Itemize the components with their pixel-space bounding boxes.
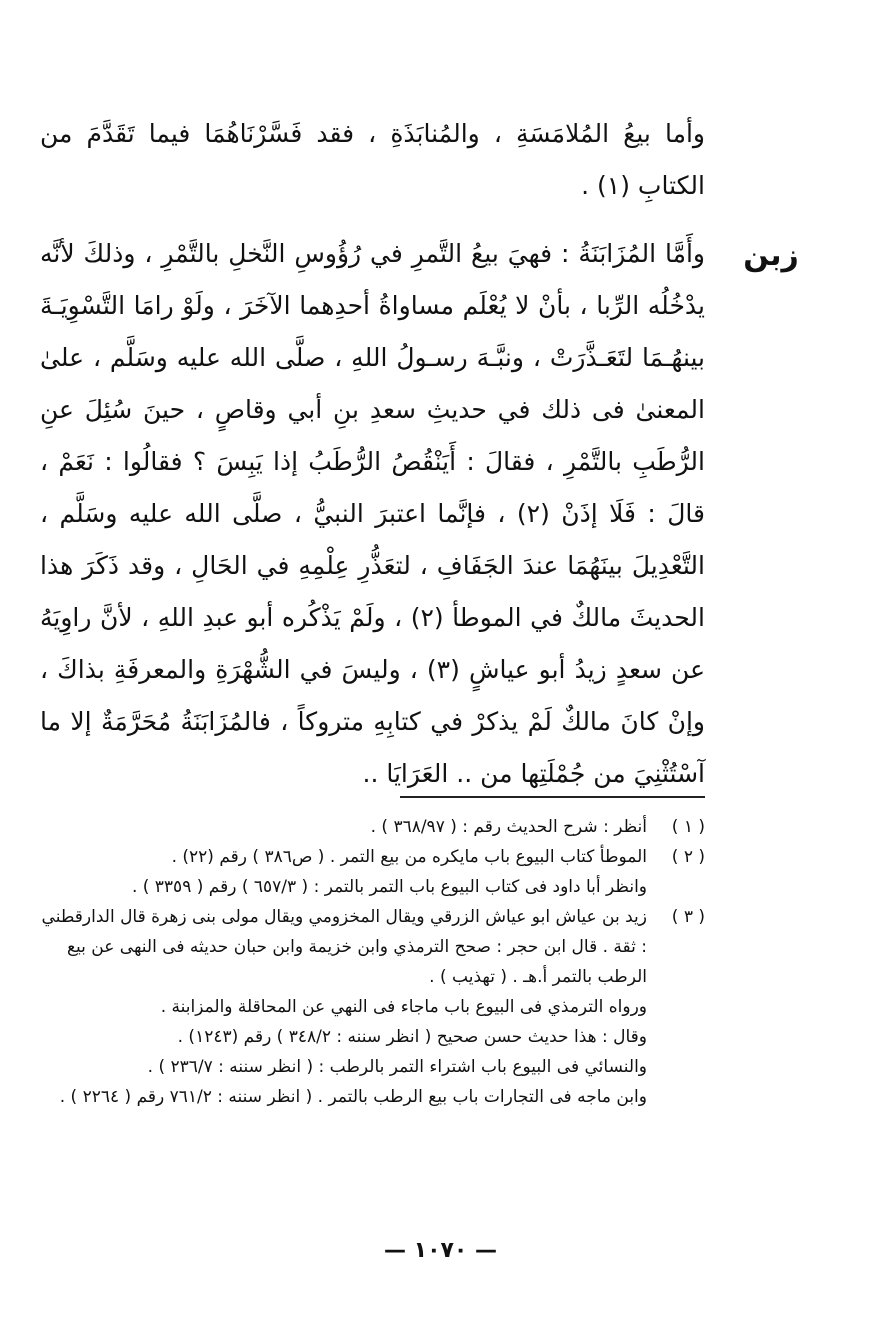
footnote-body	[40, 902, 647, 1112]
margin-keyword: زبن	[743, 238, 799, 273]
footnote-line: ورواه الترمذي فى البيوع باب ماجاء فى النهي عن المحاقلة والمزابنة .	[160, 997, 647, 1017]
footnote-body	[40, 842, 647, 902]
footnote-line: الموطأ كتاب البيوع باب مايكره من بيع التمر . ( ص٣٨٦ ) رقم (٢٢) .	[171, 847, 647, 867]
page-number: — ١٠٧٠ —	[383, 1238, 498, 1263]
footnote-line: وابن ماجه فى التجارات باب بيع الرطب بالتمر . ( انظر سننه : ٧٦١/٢ رقم ( ٢٢٦٤ ) .	[59, 1087, 647, 1107]
footnote-line: وقال : هذا حديث حسن صحيح ( انظر سننه : ٣٤٨/٢ ) رقم (١٢٤٣) .	[177, 1027, 647, 1047]
paragraph-mulamasa: وأما بيعُ المُلامَسَةِ ، والمُنابَذَةِ ، فقد فَسَّرْنَاهُمَا فيما تَقَدَّمَ من الكتابِ (١) .	[40, 119, 705, 200]
footnotes	[40, 812, 705, 1112]
footnote-line: والنسائي فى البيوع باب اشتراء التمر بالرطب : ( انظر سننه : ٢٣٦/٧ ) .	[147, 1057, 647, 1077]
footnote-line: زيد بن عياش ابو عياش الزرقي ويقال المخزومي ويقال مولى بنى زهرة قال الدارقطني : ثقة . قال ابن حجر : صحح الترمذي وابن خزيمة وابن حبان حديثه فى النهى عن بيع الرطب بالتمر أ.هـ . ( تهذيب ) .	[41, 907, 647, 987]
paragraph-muzabana: وأَمَّا المُزَابَنَةُ : فهيَ بيعُ التَّمرِ في رُؤُوسِ النَّخلِ بالتَّمْرِ ، وذلكَ لأنَّه يدْخُلُه الرِّبا ، بأنْ لا يُعْلَم مساواةُ أحدِهما الآخَرَ ، ولَوْ رامَا التَّسْوِيَـةَ بينهُـمَا لتَعَـذَّرَتْ ، ونبَّـهَ رسـولُ اللهِ ، صلَّى الله عليه وسَلَّم ، علىٰ المعنىٰ فى ذلك في حديثِ سعدِ بنِ أبي وقاصٍ ، حينَ سُئِلَ عنِ الرُّطَبِ بالتَّمْرِ ، فقالَ : أَيَنْقُصُ الرُّطَبُ إذا يَبِسَ ؟ فقالُوا : نَعَمْ ، قالَ : فَلَا إذَنْ (٢) ، فإنَّما اعتبرَ النبيُّ ، صلَّى الله عليه وسَلَّم ، التَّعْدِيلَ بينَهُمَا عندَ الجَفَافِ ، لتعَذُّرِ عِلْمِهِ في الحَالِ ، وقد ذَكَرَ هذا الحديثَ مالكٌ في الموطأ (٢) ، ولَمْ يَذْكُره أبو عبدِ اللهِ ، لأنَّ راوِيَهُ عن سعدٍ زيدُ أبو عياشٍ (٣) ، وليسَ في الشُّهْرَةِ والمعرفَةِ بذاكَ ، وإنْ كانَ مالكٌ لَمْ يذكرْ في كتابِهِ متروكاً ، فالمُزَابَنَةُ مُحَرَّمَةٌ إلا ما آسْتُثْنِيَ من جُمْلَتِها من .. العَرَايَا ..	[40, 239, 705, 788]
footnote-1	[40, 812, 705, 842]
footnote-2	[40, 842, 705, 902]
footnote-line: أنظر : شرح الحديث رقم : ( ٣٦٨/٩٧ ) .	[370, 817, 647, 837]
main-text	[40, 108, 705, 800]
footnote-number: ( ٢ )	[671, 847, 705, 867]
footnote-divider	[400, 796, 705, 798]
footnote-line: وانظر أبا داود فى كتاب البيوع باب التمر بالتمر : ( ٦٥٧/٣ ) رقم ( ٣٣٥٩ ) .	[131, 877, 647, 897]
footnote-3	[40, 902, 705, 1112]
footnote-number: ( ٣ )	[671, 907, 705, 927]
footnote-number: ( ١ )	[671, 817, 705, 837]
footnote-body	[40, 812, 647, 842]
